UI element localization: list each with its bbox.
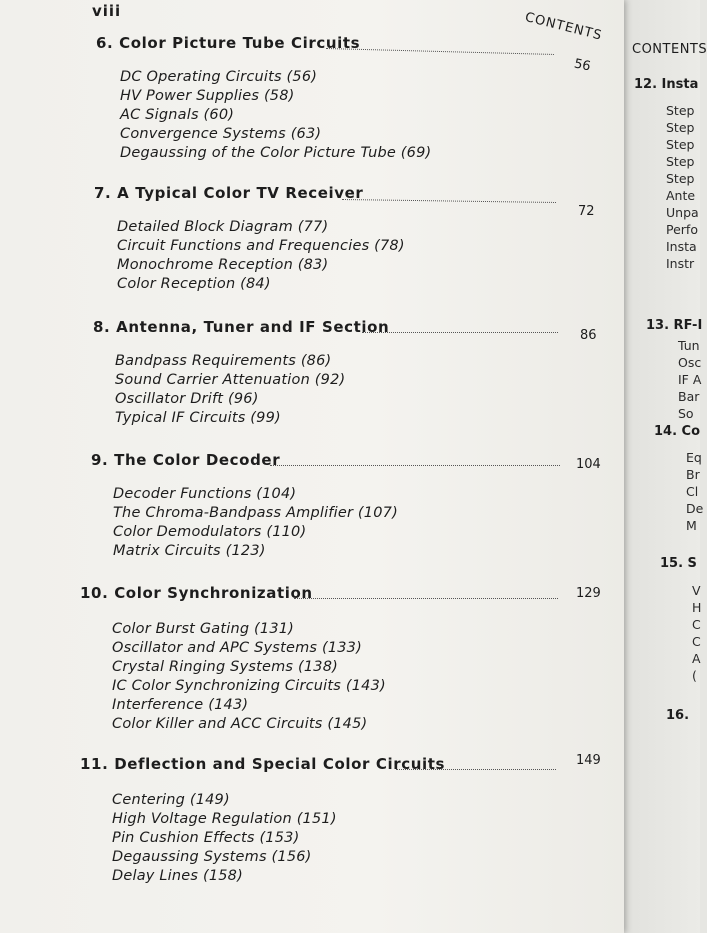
facing-chapter-fragment: 13. RF-I: [646, 318, 703, 333]
chapter-page: 149: [576, 753, 601, 768]
dot-leader: [362, 332, 558, 333]
chapter-title: Deflection and Special Color Circuits: [114, 755, 446, 773]
facing-line-fragment: C: [692, 634, 701, 649]
section-entry: Color Killer and ACC Circuits (145): [112, 716, 368, 732]
facing-line-fragment: Step: [666, 120, 695, 135]
section-entry: Detailed Block Diagram (77): [117, 219, 329, 235]
chapter-number: 10.: [80, 584, 109, 602]
chapter-title-line: [96, 34, 360, 52]
section-entry: Color Reception (84): [117, 276, 271, 292]
section-entry: Color Demodulators (110): [113, 524, 307, 540]
section-entry: Degaussing of the Color Picture Tube (69): [120, 145, 432, 161]
chapter-title-line: [93, 318, 389, 336]
section-entry: Degaussing Systems (156): [112, 849, 312, 865]
section-list: [115, 352, 345, 428]
section-entry: IC Color Synchronizing Circuits (143): [112, 678, 386, 694]
facing-line-fragment: Ante: [666, 188, 696, 203]
section-entry: Pin Cushion Effects (153): [112, 830, 300, 846]
section-entry: The Chroma-Bandpass Amplifier (107): [113, 505, 398, 521]
facing-line-fragment: Step: [666, 137, 695, 152]
facing-line-fragment: Br: [686, 467, 700, 482]
section-entry: HV Power Supplies (58): [120, 88, 295, 104]
chapter-title: Color Picture Tube Circuits: [119, 34, 361, 52]
chapter-title: The Color Decoder: [114, 451, 281, 469]
facing-line-fragment: Osc: [678, 355, 702, 370]
facing-line-fragment: M: [686, 518, 697, 533]
section-entry: Crystal Ringing Systems (138): [112, 659, 338, 675]
section-list: [117, 218, 405, 294]
section-entry: Circuit Functions and Frequencies (78): [117, 238, 405, 254]
page-number: viii: [92, 2, 122, 20]
facing-line-fragment: Unpa: [666, 205, 699, 220]
facing-line-fragment: (: [692, 668, 697, 683]
facing-line-fragment: IF A: [678, 372, 702, 387]
chapter-number: 8.: [93, 318, 111, 336]
facing-line-fragment: Bar: [678, 389, 700, 404]
facing-line-fragment: A: [692, 651, 701, 666]
section-entry: Color Burst Gating (131): [112, 621, 295, 637]
section-list: [120, 68, 431, 163]
section-entry: Oscillator and APC Systems (133): [112, 640, 362, 656]
facing-line-fragment: Perfo: [666, 222, 698, 237]
dot-leader: [396, 769, 556, 770]
chapter-page: 86: [580, 328, 597, 343]
facing-line-fragment: Insta: [666, 239, 697, 254]
facing-line-fragment: De: [686, 501, 704, 516]
chapter-title: Color Synchronization: [114, 584, 313, 602]
section-entry: Interference (143): [112, 697, 249, 713]
dot-leader: [270, 465, 560, 466]
section-entry: Typical IF Circuits (99): [115, 410, 281, 426]
section-entry: Decoder Functions (104): [113, 486, 297, 502]
section-entry: Oscillator Drift (96): [115, 391, 259, 407]
chapter-number: 6.: [96, 34, 114, 52]
facing-chapter-fragment: 12. Insta: [634, 77, 699, 92]
chapter-page: 129: [576, 586, 601, 601]
chapter-title: A Typical Color TV Receiver: [117, 184, 364, 202]
section-list: [112, 620, 386, 734]
facing-line-fragment: Tun: [678, 338, 700, 353]
chapter-title-line: [94, 184, 363, 202]
chapter-page: 104: [576, 457, 601, 472]
section-entry: High Voltage Regulation (151): [112, 811, 337, 827]
chapter-page: 72: [578, 204, 595, 219]
section-entry: Delay Lines (158): [112, 868, 243, 884]
dot-leader: [342, 199, 556, 203]
section-list: [113, 485, 398, 561]
chapter-title: Antenna, Tuner and IF Section: [116, 318, 390, 336]
section-entry: DC Operating Circuits (56): [120, 69, 318, 85]
facing-line-fragment: Step: [666, 171, 695, 186]
section-entry: Matrix Circuits (123): [113, 543, 266, 559]
section-entry: Monochrome Reception (83): [117, 257, 329, 273]
section-list: [112, 791, 337, 886]
chapter-number: 9.: [91, 451, 109, 469]
chapter-number: 11.: [80, 755, 109, 773]
facing-line-fragment: Instr: [666, 256, 695, 271]
section-entry: Convergence Systems (63): [120, 126, 322, 142]
facing-line-fragment: So: [678, 406, 694, 421]
dot-leader: [294, 598, 558, 599]
chapter-title-line: [80, 584, 313, 602]
facing-line-fragment: Step: [666, 154, 695, 169]
facing-line-fragment: H: [692, 600, 702, 615]
running-head: CONTENTS: [523, 10, 604, 44]
facing-chapter-fragment: 14. Co: [654, 424, 701, 439]
section-entry: Sound Carrier Attenuation (92): [115, 372, 346, 388]
section-entry: Bandpass Requirements (86): [115, 353, 332, 369]
chapter-page: 56: [572, 56, 592, 75]
facing-line-fragment: Step: [666, 103, 695, 118]
facing-line-fragment: Eq: [686, 450, 702, 465]
facing-line-fragment: C: [692, 617, 701, 632]
section-entry: Centering (149): [112, 792, 230, 808]
section-entry: AC Signals (60): [120, 107, 235, 123]
facing-chapter-fragment: 16.: [666, 708, 690, 723]
chapter-title-line: [80, 755, 445, 773]
facing-running-head: CONTENTS: [632, 42, 707, 57]
facing-chapter-fragment: 15. S: [660, 556, 697, 571]
facing-line-fragment: V: [692, 583, 701, 598]
chapter-title-line: [91, 451, 280, 469]
facing-line-fragment: Cl: [686, 484, 699, 499]
chapter-number: 7.: [94, 184, 112, 202]
